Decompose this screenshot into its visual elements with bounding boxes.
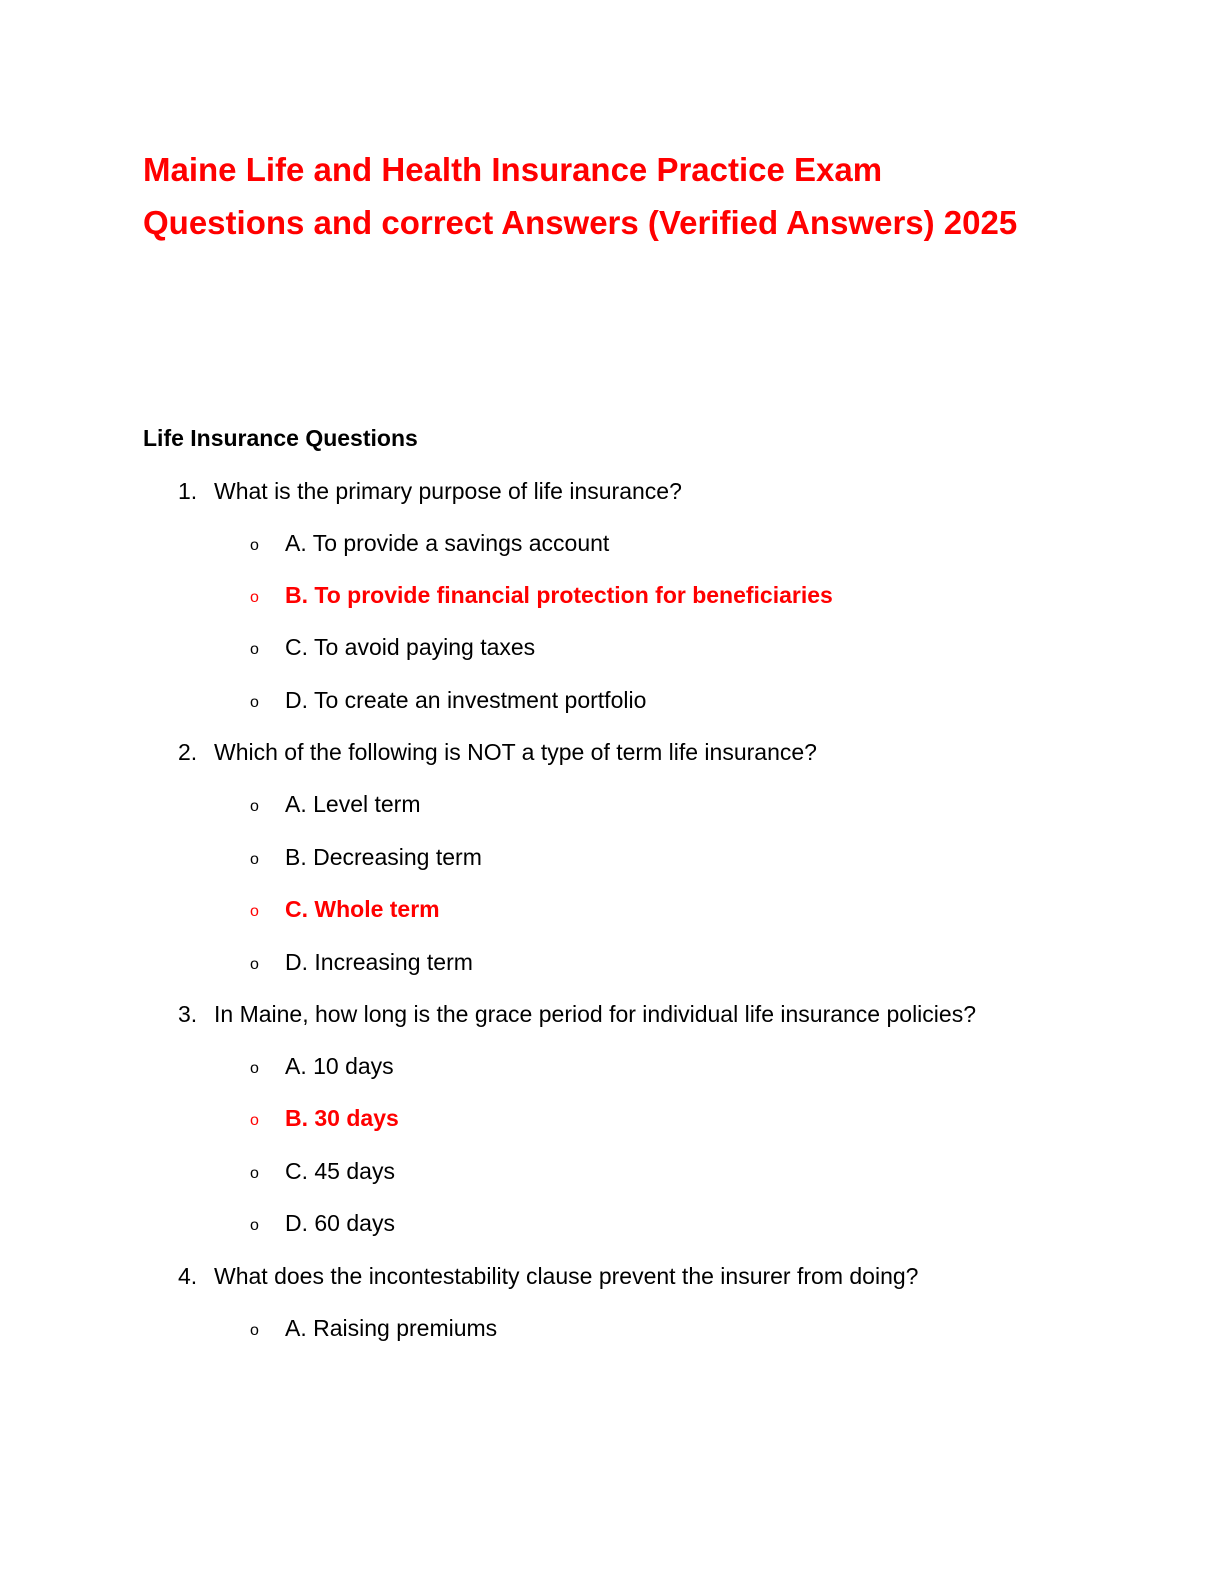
question-text: In Maine, how long is the grace period for individual life insurance policies? bbox=[214, 1001, 976, 1027]
section-heading: Life Insurance Questions bbox=[143, 425, 418, 451]
option-1a: o A. To provide a savings account bbox=[250, 528, 609, 561]
bullet-icon: o bbox=[250, 537, 259, 554]
question-4 bbox=[178, 1261, 918, 1291]
option-4a: o A. Raising premiums bbox=[250, 1313, 497, 1346]
option-2d: o D. Increasing term bbox=[250, 947, 473, 980]
title-line-2: Questions and correct Answers (Verified Answers) 2025 bbox=[143, 204, 1018, 241]
option-1c: o C. To avoid paying taxes bbox=[250, 632, 535, 665]
option-2a: o A. Level term bbox=[250, 789, 421, 822]
option-2b: o B. Decreasing term bbox=[250, 842, 482, 875]
question-3 bbox=[178, 999, 976, 1029]
bullet-icon: o bbox=[250, 1112, 259, 1129]
bullet-icon: o bbox=[250, 589, 259, 606]
bullet-icon: o bbox=[250, 1060, 259, 1077]
option-3a: o A. 10 days bbox=[250, 1051, 394, 1084]
bullet-icon: o bbox=[250, 641, 259, 658]
question-text: Which of the following is NOT a type of term life insurance? bbox=[214, 739, 817, 765]
option-1d: o D. To create an investment portfolio bbox=[250, 685, 646, 718]
option-3c: o C. 45 days bbox=[250, 1156, 395, 1189]
question-1 bbox=[178, 476, 682, 506]
bullet-icon: o bbox=[250, 694, 259, 711]
bullet-icon: o bbox=[250, 903, 259, 920]
question-text: What is the primary purpose of life insurance? bbox=[214, 478, 682, 504]
question-text: What does the incontestability clause prevent the insurer from doing? bbox=[214, 1263, 919, 1289]
option-2c-correct: o C. Whole term bbox=[250, 894, 440, 927]
option-1b-correct: o B. To provide financial protection for beneficiaries bbox=[250, 580, 833, 613]
bullet-icon: o bbox=[250, 1165, 259, 1182]
bullet-icon: o bbox=[250, 956, 259, 973]
question-2 bbox=[178, 737, 817, 767]
option-3b-correct: o B. 30 days bbox=[250, 1103, 399, 1136]
bullet-icon: o bbox=[250, 1217, 259, 1234]
question-number: 1. bbox=[178, 478, 198, 504]
bullet-icon: o bbox=[250, 1322, 259, 1339]
question-number: 3. bbox=[178, 1001, 198, 1027]
document-title bbox=[143, 143, 1133, 249]
question-number: 4. bbox=[178, 1263, 198, 1289]
question-number: 2. bbox=[178, 739, 198, 765]
bullet-icon: o bbox=[250, 798, 259, 815]
title-line-1: Maine Life and Health Insurance Practice Exam bbox=[143, 151, 883, 188]
bullet-icon: o bbox=[250, 851, 259, 868]
option-3d: o D. 60 days bbox=[250, 1208, 395, 1241]
